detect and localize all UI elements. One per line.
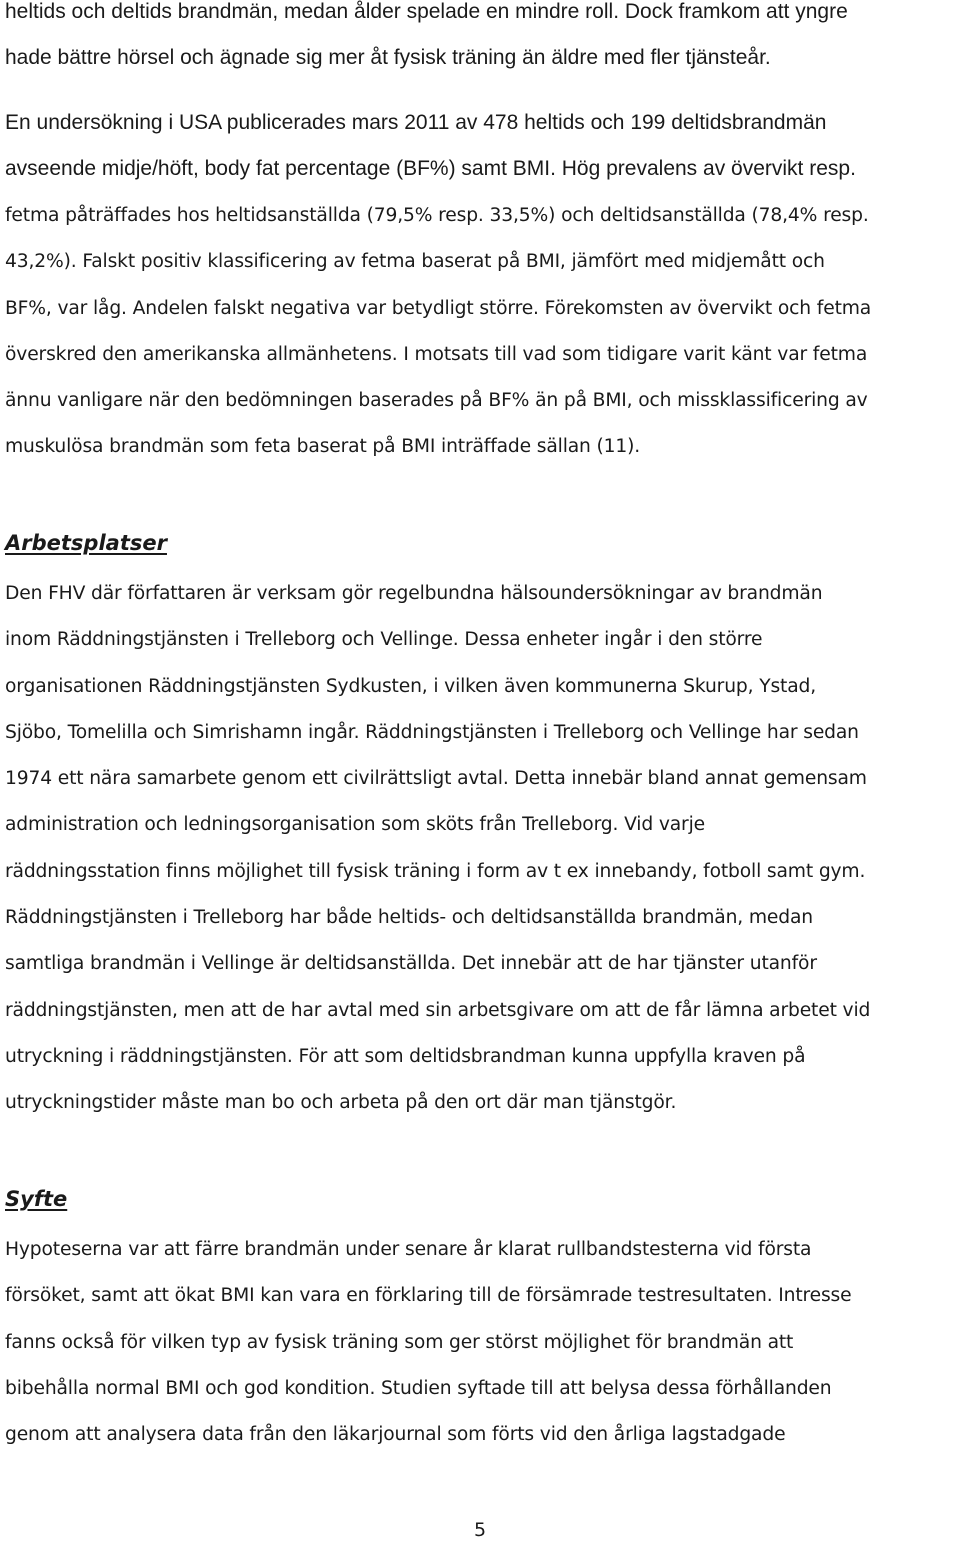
paragraph-usa-study-continued [5,193,958,471]
section-heading-arbetsplatser: Arbetsplatser [5,531,167,555]
text-line: utryckningstider måste man bo och arbeta på den ort där man tjänstgör. [5,1092,677,1114]
text-line: muskulösa brandmän som feta baserat på BMI inträffade sällan (11). [5,436,641,458]
text-line: 43,2%). Falskt positiv klassificering av fetma baserat på BMI, jämfört med midjemått och [5,251,825,273]
text-line: Sjöbo, Tomelilla och Simrishamn ingår. Räddningstjänsten i Trelleborg och Vellinge har sedan [5,721,859,743]
text-line: organisationen Räddningstjänsten Sydkusten, i vilken även kommunerna Skurup, Ystad, [5,675,817,697]
paragraph-arbetsplatser [5,571,958,1127]
text-line: fanns också för vilken typ av fysisk träning som ger störst möjlighet för brandmän att [5,1331,794,1353]
text-line: avseende midje/höft, body fat percentage (BF%) samt BMI. Hög prevalens av övervikt resp. [5,157,856,181]
text-line: överskred den amerikanska allmänhetens. I motsats till vad som tidigare varit känt var fetma [5,343,868,365]
section-heading-syfte: Syfte [5,1187,68,1211]
text-line: bibehålla normal BMI och god kondition. Studien syftade till att belysa dessa förhållanden [5,1377,832,1399]
text-line: utryckning i räddningstjänsten. För att som deltidsbrandman kunna uppfylla kraven på [5,1045,806,1067]
text-line: BF%, var låg. Andelen falskt negativa var betydligt större. Förekomsten av övervikt och fetma [5,297,872,319]
text-line: Hypoteserna var att färre brandmän under senare år klarat rullbandstesterna vid första [5,1239,812,1260]
paragraph-intro [5,0,958,82]
text-line: samtliga brandmän i Vellinge är deltidsanställda. Det innebär att de har tjänster utanför [5,953,817,975]
text-line: Räddningstjänsten i Trelleborg har både heltids- och deltidsanställda brandmän, medan [5,907,813,929]
text-line: En undersökning i USA publicerades mars 2011 av 478 heltids och 199 deltidsbrandmän [5,111,827,134]
text-line: genom att analysera data från den läkarjournal som förts vid den årliga lagstadgade [5,1424,786,1446]
text-line: försöket, samt att ökat BMI kan vara en förklaring till de försämrade testresultaten. Intresse [5,1285,852,1307]
paragraph-syfte [5,1227,958,1458]
text-line: 1974 ett nära samarbete genom ett civilrättsligt avtal. Detta innebär bland annat gemensam [5,768,867,790]
text-line: räddningsstation finns möjlighet till fysisk träning i form av t ex innebandy, fotboll samt gym. [5,860,866,882]
text-line: heltids och deltids brandmän, medan ålder spelade en mindre roll. Dock framkom att yngre [5,0,848,23]
text-line: hade bättre hörsel och ägnade sig mer åt fysisk träning än äldre med fler tjänsteår. [5,46,771,70]
paragraph-usa-study [5,100,958,193]
text-line: ännu vanligare när den bedömningen baserades på BF% än på BMI, och missklassificering av [5,390,868,412]
text-line: administration och ledningsorganisation som sköts från Trelleborg. Vid varje [5,814,705,836]
page-number: 5 [473,1519,487,1541]
text-line: räddningstjänsten, men att de har avtal med sin arbetsgivare om att de får lämna arbetet vid [5,999,871,1021]
text-line: Den FHV där författaren är verksam gör regelbundna hälsoundersökningar av brandmän [5,583,823,604]
text-line: fetma påträffades hos heltidsanställda (79,5% resp. 33,5%) och deltidsanställda (78,4% resp. [5,205,869,226]
text-line: inom Räddningstjänsten i Trelleborg och Vellinge. Dessa enheter ingår i den större [5,629,763,651]
